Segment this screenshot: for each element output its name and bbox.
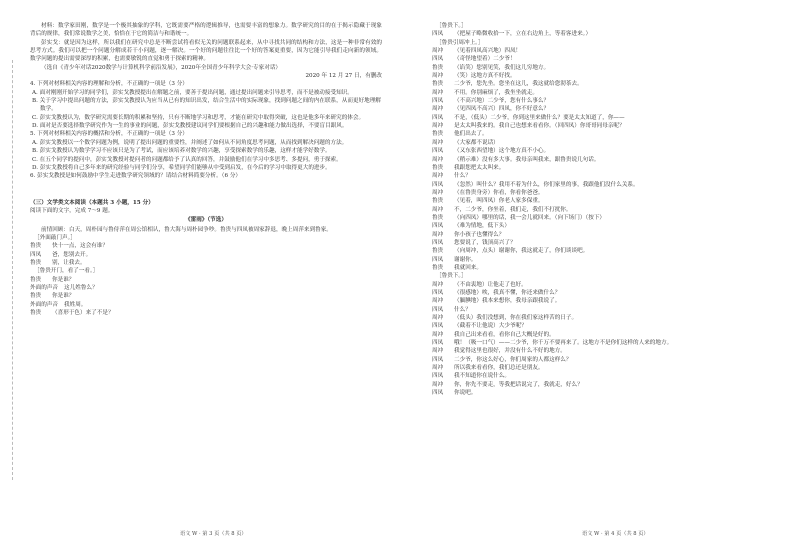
speech: 不，二少爷，你坐着，我们走，我们不打扰你。 [454,206,572,213]
dialogue-line [432,364,784,372]
dialogue-line [432,322,784,330]
dialogue-line [30,301,382,309]
speech: 你小孩子也懂得么？ [454,231,505,238]
page-footer-left: 语文 W · 第 3 页（共 8 页） [180,531,247,537]
speech: （把屋子略微收拾一下，立在右边角上，等着客进来。） [454,31,592,38]
dialogue-line [432,97,784,105]
speaker: 外面的声音 [30,284,58,291]
speech: 别，让我去。 [52,259,86,266]
question-6: 6. 彭实戈教授是如何鼓励中学生走进数学研究领域的？请结合材料简要分析。（6 分） [30,173,242,180]
dialogue-line [30,309,382,317]
speech: （不高兴地）二少爷，您有什么事么？ [454,98,550,105]
speaker: 周冲 [432,206,444,213]
speech: （在鲁贵身旁）你看，你看你爸爸。 [454,189,544,196]
speaker: 鲁贵 [30,276,42,283]
speech: 他们出去了。 [454,131,488,138]
speech: 我就回来。 [454,264,482,271]
speaker: 周冲 [432,381,444,388]
preface: 前情回顾：白天，周朴园与鲁侍萍在周公馆相认，鲁大海与周朴园争吵。鲁贵与四凤被周家辞退，晚上周萍来到鲁家。 [41,226,332,233]
stage-direction: ［鲁贵引周冲上。］ [436,39,484,46]
dialogue-line [30,276,382,284]
dialogue-line [30,292,382,300]
speech: 什么？ [454,306,471,313]
speech: 所以我来看看你，我们总还是朋友。 [454,365,544,372]
dialogue-line [432,331,784,339]
dialogue-line [432,222,784,230]
speech: 我跟您把太太叫来。 [454,164,505,171]
option-4d: D. 面对是否要选择数学研究作为一生的事业的问题，彭实戈教授建议同学们要根据自己的兴趣和能力做出选择，不要盲目跟风。 [32,123,348,130]
dialogue-line [30,242,382,250]
question-5: 5. 下列对材料相关内容的概括和分析，不正确的一项是（3 分） [30,131,188,138]
speaker: 鲁贵 [30,259,42,266]
speaker: 周冲 [432,106,444,113]
speech: （忽然）叫什么？我用不着为什么，你们家里的事，我跟他们没什么关系。 [454,181,639,188]
dialogue-line [30,251,382,259]
speech: （向四凤）哪里的话，我一会儿就回来。（向下场门）（按下） [454,214,606,221]
speaker: 鲁贵 [432,214,444,221]
speaker: 四凤 [432,340,444,347]
speaker: 周冲 [432,189,444,196]
speaker: 鲁贵 [432,164,444,171]
dialogue-line [432,281,784,289]
speech: 哦！（吸一口气）——二少爷，你千万不要再来了。这地方不是你们这样的人来的地方。 [454,340,673,347]
dialogue-line [432,197,784,205]
speaker: 周冲 [432,139,444,146]
section-intro: 阅读下面的文字，完成 7～9 题。 [30,207,114,214]
dialogue-line [432,264,784,272]
speaker: 四凤 [432,114,444,121]
speaker: 周冲 [432,365,444,372]
speaker: 周冲 [432,48,444,55]
dialogue-line [432,356,784,364]
speech: （喜形于色）来了不是？ [52,310,114,316]
dialogue-line [432,139,784,147]
option-5d: D. 彭实戈教授将自己多年来的研究经验与同学们分享，希望同学们能够从中受到启发，在今后的学习中取得更大的进步。 [32,164,331,171]
speech: 不用。你别麻烦了，我坐坐就走。 [454,89,538,96]
speaker: 四凤 [432,390,444,397]
dialogue-block [432,47,784,272]
dialogue-line [432,181,784,189]
option-4a: A. 面对刚刚开始学习的同学们，彭实戈教授提出在解题之前，要善于提出问题，通过提出问题来引导思考，而不是被动接受知识。 [32,89,353,96]
speaker: 鲁贵 [432,248,444,255]
speech: （又东张西望地）这个地方真不小心。 [454,148,550,155]
dialogue-line [432,105,784,113]
speech: （大家都不说话） [454,139,499,146]
speaker: 周冲 [432,89,444,96]
speaker: 四凤 [432,223,444,230]
source-note: （选自《青少年对话2020数学与计算机科学前沿发展》，2020年全国青少年科学大会·专家对话） [41,64,282,71]
speech: 是太太叫我来的。我自己也想来看看你。（回四凤）你哥哥同母亲呢？ [454,123,625,130]
speaker: 鲁贵 [432,131,444,138]
dialogue-line [432,164,784,172]
speaker: 鲁贵 [432,64,444,71]
dialogue-line [30,284,382,292]
speaker: 鲁贵 [30,310,42,316]
dialogue-line [432,214,784,222]
speaker: 四凤 [432,373,444,380]
option-5b: B. 彭实戈教授认为数学学习不应该只是为了考试，而应该培养对数学的兴趣，享受探索数学的乐趣，这样才能学好数学。 [32,148,331,155]
dialogue-line [432,372,784,380]
dialogue-line [432,381,784,389]
dialogue-line [432,347,784,355]
stage-direction: ［鲁贵下。］ [436,23,467,29]
speaker: 周冲 [432,298,444,305]
dialogue-line [432,89,784,97]
dialogue-line [432,156,784,164]
speech: （见着四凤高兴地）四凤！ [454,48,522,55]
dialogue-line [432,47,784,55]
dialogue-line [432,30,784,38]
dialogue-line [432,339,784,347]
speech: 我自己出来看看，看你自己大概是好的。 [454,331,555,338]
speaker: 鲁贵 [30,243,42,250]
dialogue-line [432,297,784,305]
speech: （不由衷地）让他走了也好。 [454,281,527,288]
dialogue-line [432,172,784,180]
paragraph: 材料：数学家田刚，数学是一个极其抽象的学科，它既需要严格的逻辑推导，也需要丰富的想象力。数学研究的目的在于揭示隐藏于现象背后的规律，我们常说数学之美，恰恰在于它的简洁与和谐统一。 [30,23,382,38]
page-left [30,22,382,317]
speech: 你是谁？ [52,276,75,283]
speaker: 外面的声音 [30,301,58,308]
option-4b: B. 关于学习中提出问题的方法，彭实戈教授认为应当从已有的知识出发，结合生活中的实际现象，找到问题之间的内在联系，从而更好地理解数学。 [32,98,381,113]
speech: （笑）这地方真不好找。 [454,73,516,80]
speaker: 四凤 [432,181,444,188]
dialogue-line [432,114,784,122]
dialogue-line [432,247,784,255]
speaker: 四凤 [432,239,444,246]
dialogue-line [432,239,784,247]
speech: 什么？ [454,173,471,180]
speech: （低头）我们没想到，你在我们家这样苦的日子。 [454,315,578,322]
dialogue-line [432,289,784,297]
stage-direction: ［外面敲门声。］ [34,234,76,241]
option-5c: C. 在五个同学的提问中，彭实戈教授对提问者的问题都给予了认真的回答，并鼓励他们在学习中多思考、多提问，勇于探索。 [32,156,342,163]
speech: （奇怪地望着）二少爷！ [454,56,516,63]
stage-direction: ［鲁贵开门，看了一看。］ [34,268,99,275]
speaker: 鲁贵 [432,81,444,88]
speaker: 鲁贵 [432,198,444,205]
speaker: 四凤 [432,148,444,155]
dialogue-line [432,189,784,197]
speaker: 周冲 [432,281,444,288]
section-title: （三）文学类文本阅读（本题共 3 小题，15 分） [30,199,154,206]
speech: （谄笑）您别见笑，我们这儿穷地方。 [454,64,550,71]
dialogue-line [432,122,784,130]
speech: （腼腆地）我本来想你，我母亲跟我说了。 [454,298,561,305]
speaker: 周冲 [432,156,444,163]
speaker: 周冲 [432,123,444,130]
speaker: 四凤 [432,98,444,105]
speech: （难为情地，低下头） [454,223,510,230]
speaker: 周冲 [432,331,444,338]
speech: 您要说了，钱顶高兴了？ [454,239,516,246]
speech: 不是，（低头）二少爷，你到这里来做什么？要是太太知道了，你—— [454,114,625,121]
speech: 你说吧。 [454,390,477,397]
dialogue-line [30,259,382,267]
dialogue-line [432,80,784,88]
dialogue-line [432,306,784,314]
page-footer-right: 语文 W · 第 4 页（共 8 页） [582,531,649,537]
dialogue-line [432,314,784,322]
question-4: 4. 下列对材料相关内容的理解和分析，不正确的一项是（3 分） [30,81,188,88]
speech: （很感地）唉，我真不懂，你还来做什么？ [454,290,561,296]
passage-title: 《雷雨》（节选） [185,217,227,224]
speech: 这儿姓鲁么？ [64,284,98,291]
speaker: 四凤 [432,290,444,296]
option-4c: C. 彭实戈教授认为，数学研究需要长期的积累和坚持，只有不断地学习和思考，才能在研究中取得突破，这也是他多年来研究的体会。 [32,114,365,121]
answer-space [30,181,382,199]
speaker: 周冲 [432,73,444,80]
speech: 你是谁？ [52,293,75,300]
speech: 我姓周。 [64,301,87,308]
dialogue-line [432,231,784,239]
speech: （稍示难）没有多大事。我母亲叫我来，跟鲁贵说几句话。 [454,156,600,163]
dialogue-line [432,256,784,264]
source-date: 2020 年 12 月 27 日，有删改 [305,73,382,80]
speaker: 四凤 [432,31,444,38]
binding-margin [4,60,13,480]
dialogue-line [432,130,784,138]
speaker: 四凤 [30,251,42,258]
dialogue-line [432,206,784,214]
speech: （向周冲，点头）谢谢你，我这就走了，你们谈谈吧。 [454,248,589,255]
speech: 快十一点，这会有谁？ [52,243,108,250]
speech: 你，你先不要走，等我把话说完了，我就走，好么？ [454,381,583,388]
speech: 我不知道你在说什么。 [454,373,510,380]
stage-direction: ［鲁贵下。］ [436,273,467,280]
speech: 二少爷，您先坐。您坐在这儿，我这就给您沏茶去。 [454,81,583,88]
dialogue-line [432,147,784,155]
speech: （见四凤不高兴）四凤，你不好意么？ [454,106,550,113]
speaker: 四凤 [432,323,444,330]
page-right [432,22,784,397]
paragraph: 彭实戈：就是因为这样，所以我们在研究中总是不断尝试将看似无关的问题联系起来，从中寻找共同的结构和方法，这是一种非常有效的思考方式。我们可以把一个问题分解成若干小问题，逐一解决。一个好的问题往往比一个好的答案更重要，因为它能引导我们走向新的领域。数学问题的提出需要深厚的积累，也需要敏锐的直觉和勇于探索的精神。 [30,39,382,63]
speaker: 鲁贵 [432,264,444,271]
speaker: 周冲 [432,173,444,180]
dialogue-line [432,64,784,72]
speaker: 四凤 [432,256,444,263]
dialogue-line [432,72,784,80]
speech: 我觉得这里也很好，并没有什么不好的地方。 [454,348,566,355]
speaker: 四凤 [432,56,444,63]
speaker: 鲁贵 [30,293,42,300]
speaker: 四凤 [432,356,444,363]
dialogue-line [432,389,784,397]
dialogue-block [432,281,784,398]
speaker: 四凤 [432,306,444,313]
dialogue-line [432,55,784,63]
speech: （截着不让他说）大少爷呢？ [454,323,527,330]
speaker: 周冲 [432,315,444,322]
speech: 谢谢你。 [454,256,477,263]
speech: 爸，您别去开。 [52,251,92,258]
option-5a: A. 彭实戈教授以一个数学问题为例，说明了提出问题的重要性，并阐述了如何从不同角度思考问题，从而找到解决问题的方法。 [32,139,348,146]
speech: 二少爷，你这么好心，你们周家的人都这样么？ [454,356,572,363]
speech: （见着，叫四凤）你老人家多保重。 [454,198,544,205]
speaker: 周冲 [432,231,444,238]
speaker: 周冲 [432,348,444,355]
